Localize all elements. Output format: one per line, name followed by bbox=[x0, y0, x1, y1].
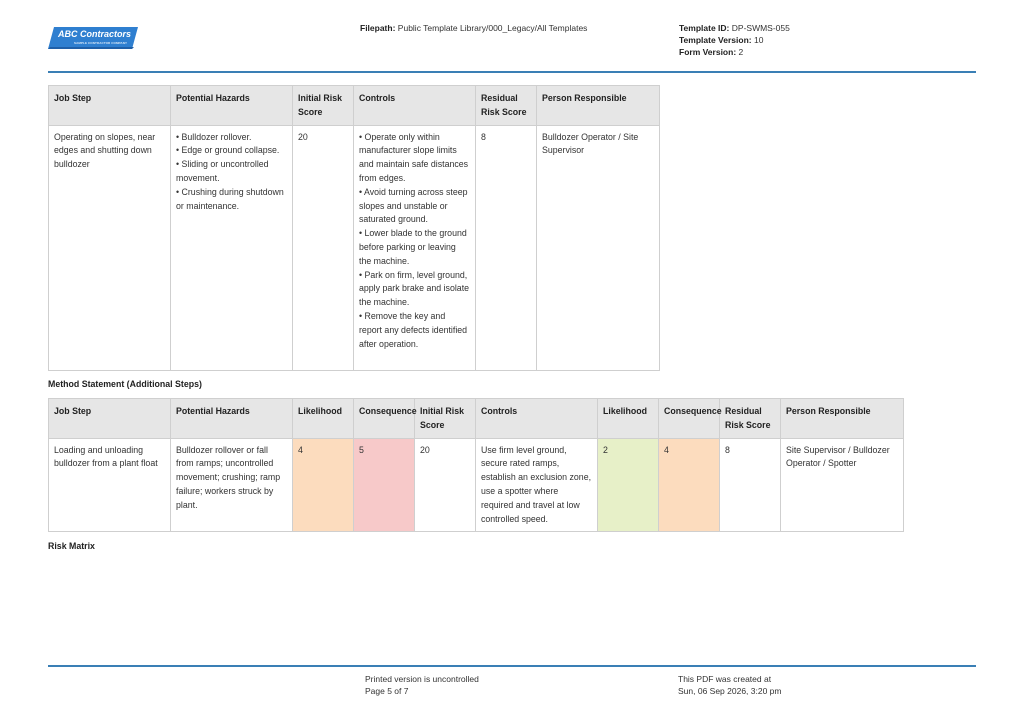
cell-likelihood: 4 bbox=[293, 438, 354, 532]
form-version-value: 2 bbox=[738, 47, 744, 57]
col-job-step: Job Step bbox=[49, 86, 171, 126]
col-controls: Controls bbox=[354, 86, 476, 126]
uncontrolled-note: Printed version is uncontrolled bbox=[365, 674, 479, 684]
cell-initial-risk: 20 bbox=[415, 438, 476, 532]
cell-job-step: Loading and unloading bulldozer from a plant float bbox=[49, 438, 171, 532]
table-header-row bbox=[49, 399, 904, 439]
method-statement-table bbox=[48, 398, 904, 532]
footer-center bbox=[365, 673, 479, 697]
filepath-value: Public Template Library/000_Legacy/All Templates bbox=[397, 23, 588, 33]
cell-controls bbox=[354, 125, 476, 370]
filepath bbox=[360, 22, 587, 34]
control-item: • Avoid turning across steep slopes and unstable or saturated ground. bbox=[359, 186, 468, 225]
cell-hazards: Bulldozer rollover or fall from ramps; uncontrolled movement; crushing; ramp failure; workers struck by plant. bbox=[171, 438, 293, 532]
page-number: Page 5 of 7 bbox=[365, 686, 409, 696]
col-potential-hazards: Potential Hazards bbox=[171, 86, 293, 126]
logo-tagline: SAMPLE CONTRACTOR COMPANY bbox=[74, 41, 128, 45]
cell-person-responsible: Site Supervisor / Bulldozer Operator / Spotter bbox=[781, 438, 904, 532]
table-row bbox=[49, 125, 660, 370]
col-residual-risk-score: Residual Risk Score bbox=[476, 86, 537, 126]
footer-right bbox=[678, 673, 782, 697]
form-version-label: Form Version: bbox=[679, 47, 737, 57]
col-controls: Controls bbox=[476, 399, 598, 439]
template-id-label: Template ID: bbox=[679, 23, 730, 33]
control-item: • Operate only within manufacturer slope limits and maintain safe distances from edges. bbox=[359, 131, 469, 183]
col-job-step: Job Step bbox=[49, 399, 171, 439]
filepath-label: Filepath: bbox=[360, 23, 396, 33]
template-version bbox=[679, 34, 790, 46]
col-likelihood: Likelihood bbox=[293, 399, 354, 439]
col-person-responsible: Person Responsible bbox=[537, 86, 660, 126]
template-id bbox=[679, 22, 790, 34]
template-version-label: Template Version: bbox=[679, 35, 752, 45]
created-label: This PDF was created at bbox=[678, 674, 772, 684]
control-item: • Park on firm, level ground, apply park brake and isolate the machine. bbox=[359, 269, 470, 308]
cell-residual-likelihood: 2 bbox=[598, 438, 659, 532]
cell-hazards bbox=[171, 125, 293, 370]
cell-controls: Use firm level ground, secure rated ramps, establish an exclusion zone, use a spotter where required and travel at low controlled speed. bbox=[476, 438, 598, 532]
cell-residual-risk: 8 bbox=[476, 125, 537, 370]
header-divider bbox=[48, 71, 976, 73]
col-residual-consequence: Consequence bbox=[659, 399, 720, 439]
hazard-item: • Bulldozer rollover. bbox=[176, 131, 252, 142]
cell-person-responsible: Bulldozer Operator / Site Supervisor bbox=[537, 125, 660, 370]
cell-residual-risk: 8 bbox=[720, 438, 781, 532]
form-version bbox=[679, 46, 790, 58]
company-logo bbox=[48, 26, 140, 52]
cell-residual-consequence: 4 bbox=[659, 438, 720, 532]
col-residual-likelihood: Likelihood bbox=[598, 399, 659, 439]
control-item: • Lower blade to the ground before parking or leaving the machine. bbox=[359, 228, 467, 266]
cell-consequence: 5 bbox=[354, 438, 415, 532]
created-timestamp: Sun, 06 Sep 2026, 3:20 pm bbox=[678, 686, 782, 696]
template-id-value: DP-SWMS-055 bbox=[731, 23, 790, 33]
template-version-value: 10 bbox=[753, 35, 764, 45]
risk-table bbox=[48, 85, 660, 371]
cell-initial-risk: 20 bbox=[293, 125, 354, 370]
col-initial-risk-score: Initial Risk Score bbox=[415, 399, 476, 439]
hazard-item: • Crushing during shutdown or maintenance. bbox=[176, 186, 284, 211]
table-row bbox=[49, 438, 904, 532]
control-item: • Remove the key and report any defects identified after operation. bbox=[359, 310, 468, 349]
template-meta bbox=[679, 22, 790, 58]
col-residual-risk-score: Residual Risk Score bbox=[720, 399, 781, 439]
col-consequence: Consequence bbox=[354, 399, 415, 439]
hazard-item: • Sliding or uncontrolled movement. bbox=[176, 159, 269, 183]
cell-job-step: Operating on slopes, near edges and shutting down bulldozer bbox=[49, 125, 171, 370]
col-person-responsible: Person Responsible bbox=[781, 399, 904, 439]
table-header-row bbox=[49, 86, 660, 126]
logo-name: ABC Contractors bbox=[58, 29, 132, 39]
method-statement-title: Method Statement (Additional Steps) bbox=[48, 379, 202, 389]
hazard-item: • Edge or ground collapse. bbox=[176, 145, 280, 156]
col-potential-hazards: Potential Hazards bbox=[171, 399, 293, 439]
risk-matrix-title: Risk Matrix bbox=[48, 541, 95, 551]
col-initial-risk-score: Initial Risk Score bbox=[293, 86, 354, 126]
footer-divider bbox=[48, 665, 976, 667]
